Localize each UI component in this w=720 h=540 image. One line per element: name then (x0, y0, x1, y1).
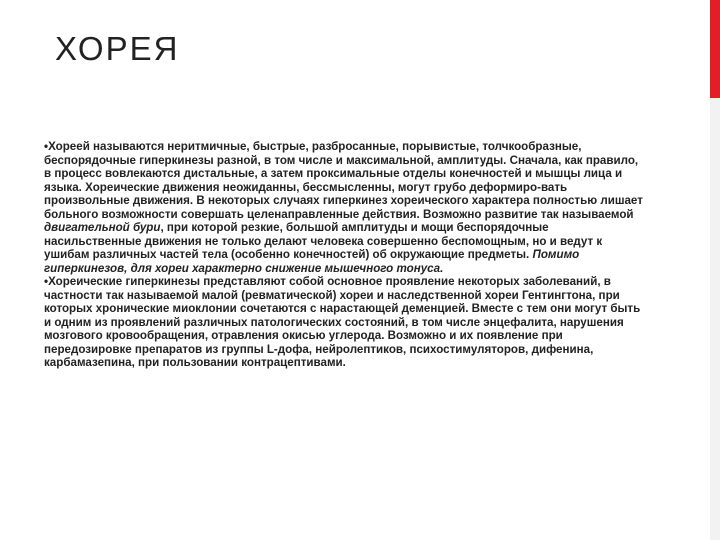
side-strip (710, 98, 720, 540)
paragraph-1-emphasis-b: Помимо гиперкинезов, для хореи характерно снижение мышечного тонуса. (44, 248, 580, 275)
paragraph-1 (44, 140, 644, 275)
paragraph-2-text: Хореические гиперкинезы представляют собой основное проявление некоторых заболеваний, в частности так называемой малой (ревматической) хореи и наследственной хореи Гентингтона, при которых хронические миоклонии сочетаются с нарастающей деменцией. Вместе с тем они могут быть и одним из проявлений различных патологических состояний, в том числе энцефалита, нарушения мозгового кровообращения, отравления окисью углерода. Возможно и их появление при передозировке препаратов из группы L-дофа, нейролептиков, психостимуляторов, дифенина, карбамазепина, при пользовании контрацептивами. (44, 275, 641, 369)
slide-title: ХОРЕЯ (55, 30, 180, 67)
accent-bar (710, 0, 720, 98)
slide-body (44, 140, 644, 370)
paragraph-1-emphasis-a: двигательной бури (44, 221, 161, 234)
paragraph-2 (44, 275, 644, 370)
paragraph-1-text-b: , при которой резкие, большой амплитуды и мощи беспорядочные насильственные движения не только делают человека совершенно беспомощным, но и ведут к ушибам различных частей тела (особенно конечностей) об окружающие предметы. (44, 221, 603, 261)
bullet: • (44, 275, 49, 288)
paragraph-1-text-a: Хореей называются неритмичные, быстрые, разбросанные, порывистые, толчкообразные, беспорядочные гиперкинезы разной, в том числе и максимальной, амплитуды. Сначала, как правило, в процесс вовлекаются дистальные, а затем проксимальные отделы конечностей и мышцы лица и языка. Хореические движения неожиданны, бессмысленны, могут грубо деформиро-вать произвольные движения. В некоторых случаях гиперкинез хореического характера полностью лишает больного возможности совершать целенаправленные действия. Возможно развитие так называемой (44, 140, 643, 221)
bullet: • (44, 140, 49, 153)
